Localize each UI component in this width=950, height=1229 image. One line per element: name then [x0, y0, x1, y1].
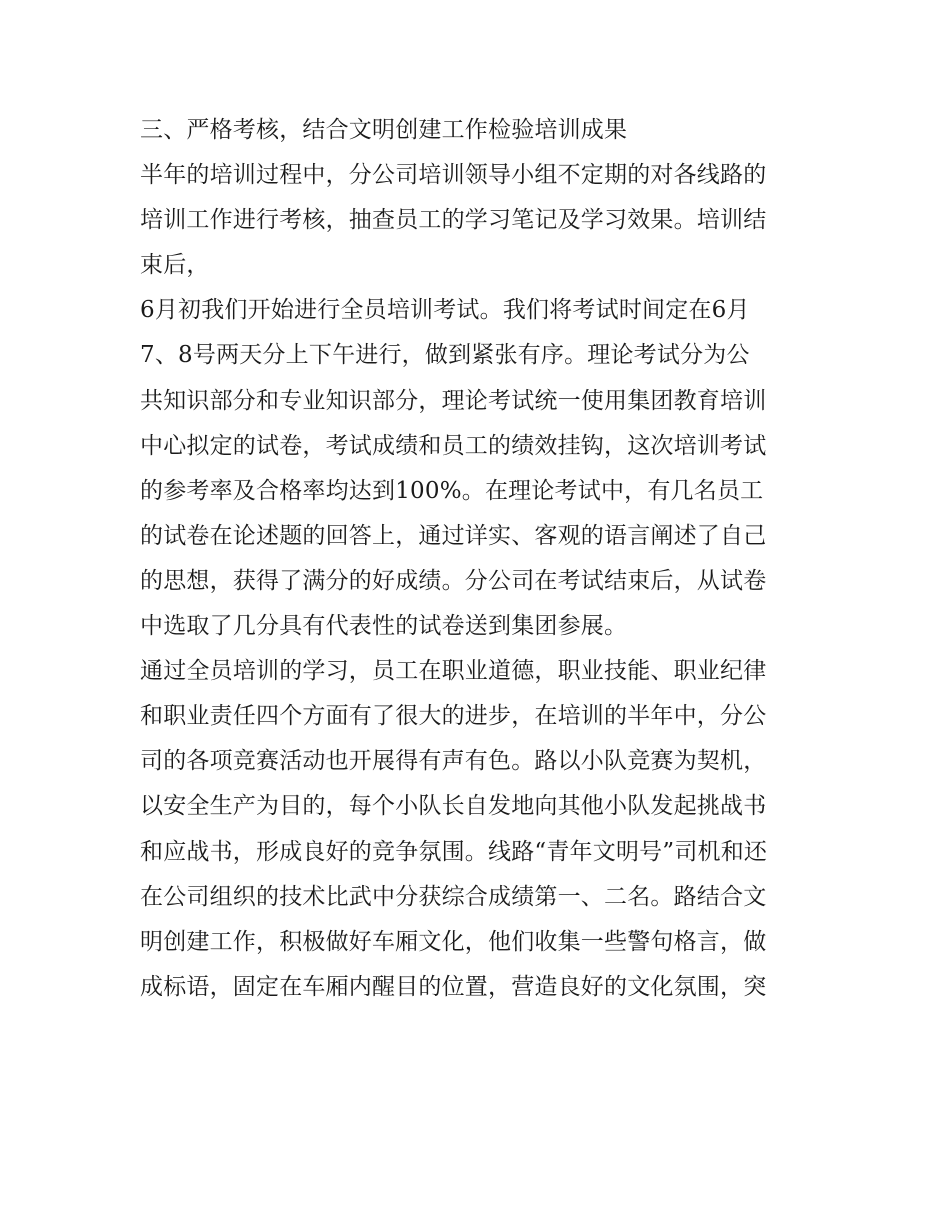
text-line: 和应战书，形成良好的竞争氛围。线路“青年文明号”司机和还 [140, 838, 768, 865]
text-line: 明创建工作，积极做好车厢文化，他们收集一些警句格言，做 [140, 928, 767, 955]
text-line: 培训工作进行考核，抽查员工的学习笔记及学习效果。培训结 [140, 207, 767, 234]
text-line: 司的各项竞赛活动也开展得有声有色。路以小队竞赛为契机， [140, 748, 767, 775]
text-line: 在公司组织的技术比武中分获综合成绩第一、二名。路结合文 [140, 883, 767, 910]
text-line: 通过全员培训的学习，员工在职业道德，职业技能、职业纪律 [140, 658, 767, 685]
text-line: 中心拟定的试卷，考试成绩和员工的绩效挂钩，这次培训考试 [140, 432, 767, 459]
section-heading: 三、严格考核，结合文明创建工作检验培训成果 [140, 117, 628, 143]
text-line: 束后， [140, 252, 210, 279]
text-line: 和职业责任四个方面有了很大的进步，在培训的半年中，分公 [140, 703, 767, 730]
text-line: 以安全生产为目的，每个小队长自发地向其他小队发起挑战书 [140, 793, 767, 820]
text-line: 7、8号两天分上下午进行，做到紧张有序。理论考试分为公 [140, 342, 750, 369]
text-line: 的思想，获得了满分的好成绩。分公司在考试结束后，从试卷 [140, 567, 767, 594]
text-line: 中选取了几分具有代表性的试卷送到集团参展。 [140, 613, 628, 640]
text-line: 半年的培训过程中，分公司培训领导小组不定期的对各线路的 [140, 162, 767, 189]
text-line: 6月初我们开始进行全员培训考试。我们将考试时间定在6月 [140, 297, 750, 324]
document-body [140, 108, 820, 1010]
text-line: 共知识部分和专业知识部分，理论考试统一使用集团教育培训 [140, 387, 767, 414]
text-line: 的参考率及合格率均达到100%。在理论考试中，有几名员工 [140, 477, 764, 504]
text-line: 的试卷在论述题的回答上，通过详实、客观的语言阐述了自己 [140, 522, 767, 549]
text-line: 成标语，固定在车厢内醒目的位置，营造良好的文化氛围，突 [140, 973, 767, 1000]
